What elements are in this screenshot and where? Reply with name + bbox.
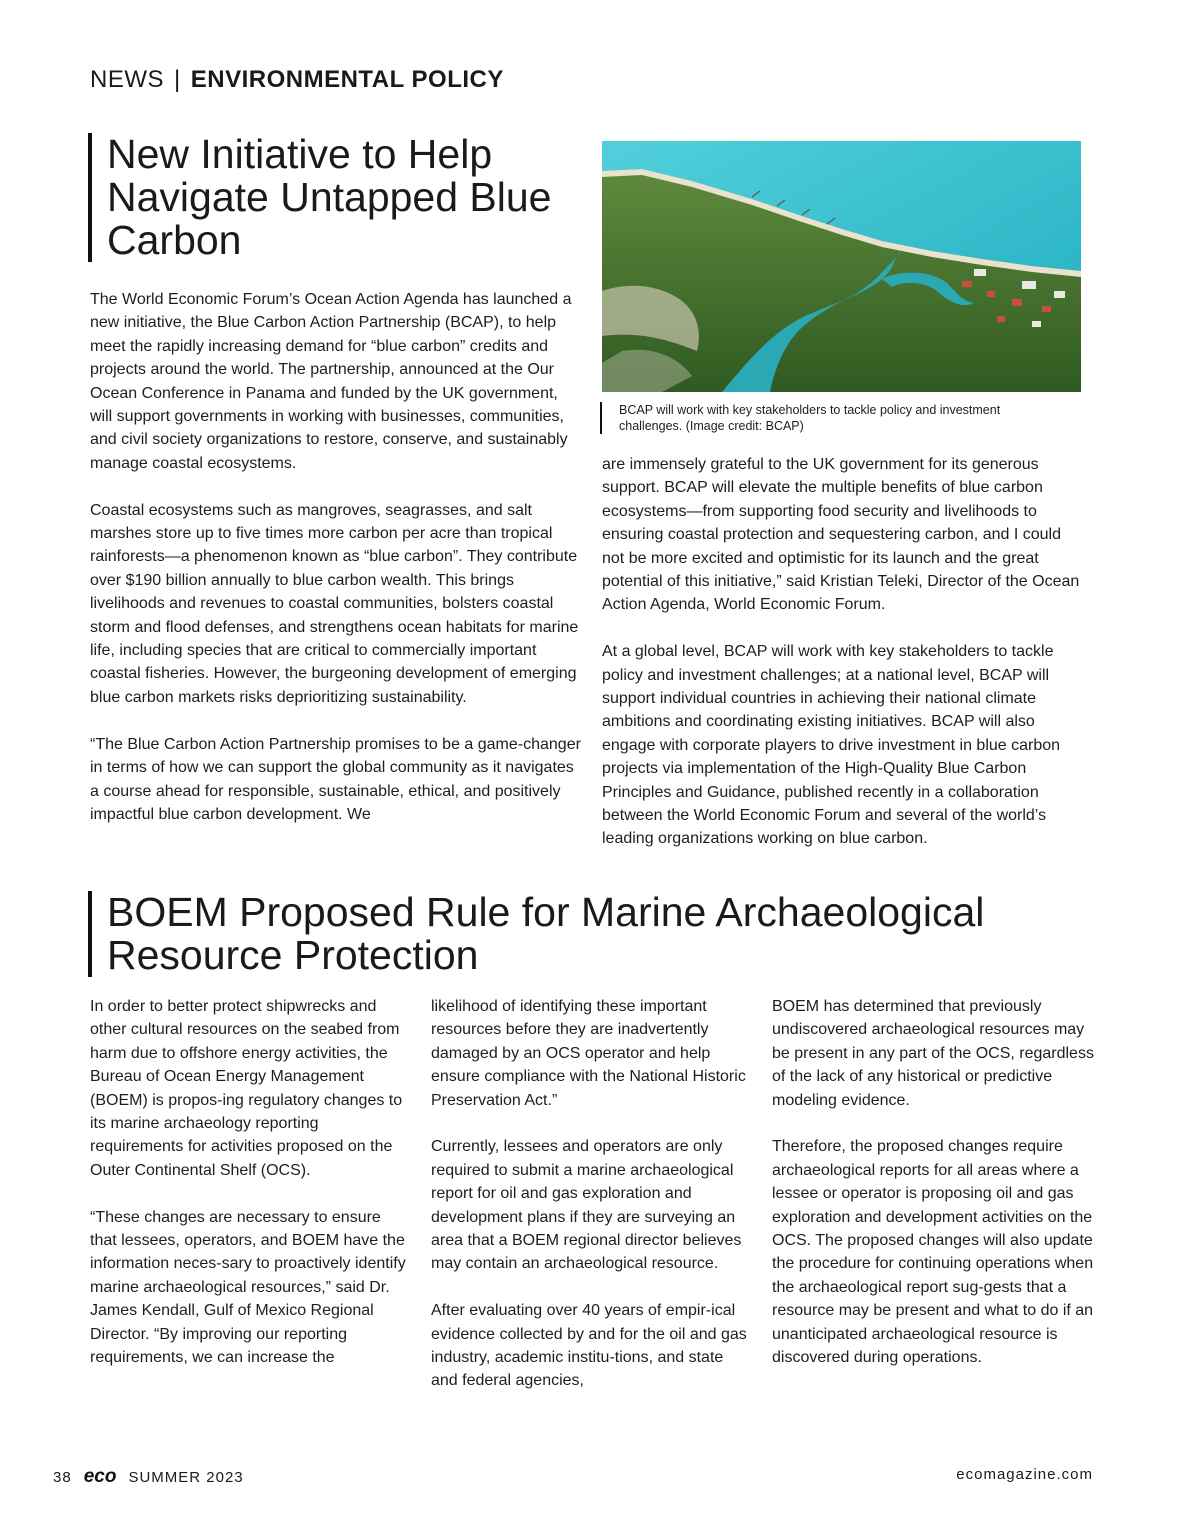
coastal-aerial-photo (602, 141, 1081, 392)
article2-paragraph: After evaluating over 40 years of empir-ical evidence collected by and for the oil and gas industry, academic institu-tions, and state and federal agencies, (431, 1302, 747, 1390)
article2-paragraph: likelihood of identifying these important resources before they are inadvertently damaged by an OCS operator and help ensure compliance with the National Historic Preservation Act.” (431, 998, 746, 1109)
section-name: NEWS (90, 66, 164, 93)
article1-headline: New Initiative to Help Navigate Untapped Blue Carbon (88, 133, 577, 262)
website-link[interactable]: ecomagazine.com (956, 1466, 1093, 1483)
article2-paragraph: In order to better protect shipwrecks and other cultural resources on the seabed from harm due to offshore energy activities, the Bureau of Ocean Energy Management (BOEM) is propos-ing regulatory changes to its marine archaeology reporting requirements for activities proposed on the Outer Continental Shelf (OCS). (90, 998, 403, 1179)
article2-paragraph: Currently, lessees and operators are only required to submit a marine archaeological report for oil and gas exploration and development plans if they are surveying an area that a BOEM regional director believes may contain an archaeological resource. (431, 1138, 742, 1273)
article2-column-3 (772, 995, 1094, 1369)
article2-paragraph: Therefore, the proposed changes require archaeological reports for all areas where a lessee or operator is proposing oil and gas exploration and development activities on the OCS. The proposed changes will also update the procedure for continuing operations when the archaeological report sug-gests that a resource may be present and what to do if an unanticipated archaeological resource is discovered during operations. (772, 1138, 1094, 1367)
photo-caption: BCAP will work with key stakeholders to tackle policy and investment challenges. (Image credit: BCAP) (600, 402, 1019, 434)
article2-column-1 (90, 995, 408, 1369)
article2-headline: BOEM Proposed Rule for Marine Archaeological Resource Protection (88, 891, 1007, 977)
article1-paragraph: are immensely grateful to the UK government for its generous support. BCAP will elevate the multiple benefits of blue carbon ecosystems—from supporting food security and livelihoods to ensuring coastal protection and sequestering carbon, and I could not be more excited and optimistic for its launch and the great potential of this initiative,” said Kristian Teleki, Director of the Ocean Action Agenda, World Economic Forum. (602, 456, 1080, 614)
article1-paragraph: Coastal ecosystems such as mangroves, seagrasses, and salt marshes store up to five times more carbon per acre than tropical rainforests—a phenomenon known as “blue carbon”. They contribute over $190 billion annually to blue carbon wealth. This brings livelihoods and revenues to coastal communities, bolsters coastal storm and flood defenses, and strengthens ocean habitats for marine life, including species that are critical to commercially important coastal fisheries. However, the burgeoning development of emerging blue carbon markets risks deprioritizing sustainability. (90, 501, 579, 706)
article2-paragraph: BOEM has determined that previously undiscovered archaeological resources may be present in any part of the OCS, regardless of the lack of any historical or predictive modeling evidence. (772, 998, 1094, 1109)
issue-label: SUMMER 2023 (128, 1469, 244, 1486)
page-number: 38 (53, 1469, 72, 1486)
eco-logo: eco (83, 1466, 117, 1487)
article1-paragraph: At a global level, BCAP will work with key stakeholders to tackle policy and investment challenges; at a national level, BCAP will support individual countries in achieving their national climate ambitions and coordinating existing initiatives. BCAP will also engage with corporate players to drive investment in blue carbon projects via implementation of the High-Quality Blue Carbon Principles and Guidance, published recently in a collaboration between the World Economic Forum and several of the world’s leading organizations working on blue carbon. (602, 643, 1061, 848)
article1-paragraph: The World Economic Forum’s Ocean Action Agenda has launched a new initiative, the Blue Carbon Action Partnership (BCAP), to help meet the rapidly increasing demand for “blue carbon” credits and projects around the world. The partnership, announced at the Our Ocean Conference in Panama and funded by the UK government, will support governments in working with businesses, communities, and civil society organizations to restore, conserve, and sustainably manage coastal ecosystems. (90, 291, 572, 472)
section-separator: | (174, 66, 181, 93)
article2-column-2 (431, 995, 749, 1393)
article2-paragraph: “These changes are necessary to ensure that lessees, operators, and BOEM have the information neces-sary to proactively identify marine archaeological resources,” said Dr. James Kendall, Gulf of Mexico Regional Director. “By improving our reporting requirements, we can increase the (90, 1208, 406, 1367)
article1-paragraph: “The Blue Carbon Action Partnership promises to be a game-changer in terms of how we can support the global community as it navigates a course ahead for responsible, sustainable, ethical, and positively impactful blue carbon development. We (90, 735, 581, 823)
section-label (90, 66, 504, 94)
footer-left (53, 1466, 244, 1488)
article1-right-column (602, 453, 1084, 851)
article1-left-column (90, 288, 582, 826)
section-category: ENVIRONMENTAL POLICY (190, 66, 504, 93)
